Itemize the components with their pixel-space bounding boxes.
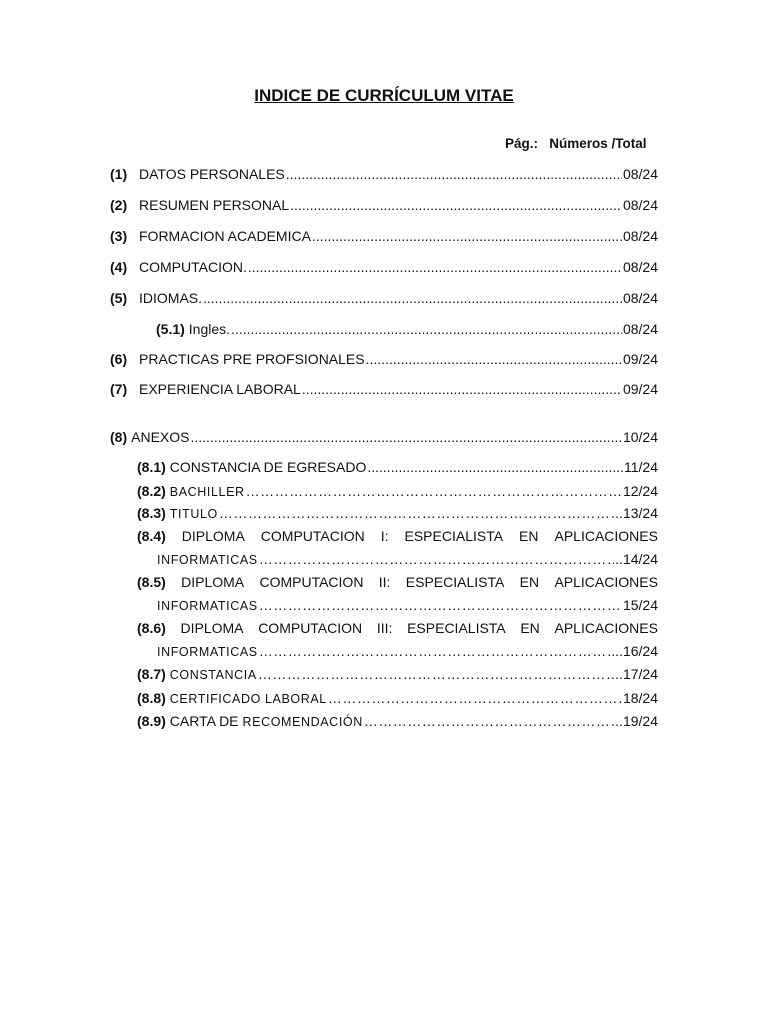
entry-number: (1)	[110, 166, 128, 182]
entry-label: Ingles.	[188, 321, 231, 337]
entry-page: 08/24	[622, 166, 658, 182]
leader-dots	[367, 458, 623, 476]
entry-number: (8.4)	[137, 528, 166, 544]
entry-number: (8.6)	[137, 620, 166, 636]
entry-word: I:	[380, 528, 389, 544]
leader-dots	[248, 258, 622, 276]
entry-word: EN	[520, 620, 540, 636]
page-title: INDICE DE CURRÍCULUM VITAE	[254, 86, 514, 105]
entry-number: (8)	[110, 429, 128, 445]
leader-dots	[190, 428, 621, 446]
entry-page: ..14/24	[615, 551, 658, 567]
entry-page: 08/24	[622, 259, 658, 275]
entry-label: EXPERIENCIA LABORAL	[139, 381, 301, 397]
entry-number: (8.7)	[137, 666, 166, 682]
entry-word: APLICACIONES	[554, 574, 658, 590]
entry-label: IDIOMAS.	[139, 290, 203, 306]
entry-page: 09/24	[622, 351, 658, 367]
entry-label: INFORMATICAS	[157, 599, 258, 613]
toc-entry-heading	[137, 619, 658, 637]
entry-number: (3)	[110, 228, 128, 244]
leader-dots	[259, 642, 611, 660]
toc-entry	[137, 504, 658, 523]
leader-dots	[286, 165, 622, 183]
toc-entry-heading	[137, 573, 658, 591]
toc-entry	[110, 258, 658, 276]
entry-page: ..17/24	[615, 666, 658, 682]
leader-dots	[364, 712, 614, 730]
entry-page: 11/24	[624, 459, 658, 475]
entry-label: DATOS PERSONALES	[139, 166, 285, 182]
entry-label: INFORMATICAS	[157, 645, 258, 659]
toc-entry-continuation	[157, 596, 658, 615]
leader-dots	[231, 320, 622, 338]
leader-dots	[203, 289, 622, 307]
entry-number: (8.8)	[137, 690, 166, 706]
entry-word: COMPUTACION	[259, 574, 364, 590]
page-label: Pág.:	[505, 136, 539, 151]
toc-entry-heading	[137, 527, 658, 545]
toc-entry	[137, 665, 658, 684]
toc-entry	[156, 320, 658, 338]
entry-label: CARTA DE	[169, 713, 239, 729]
entry-number: (8.5)	[137, 574, 166, 590]
entry-number: (5.1)	[156, 321, 185, 337]
toc-entry	[110, 350, 658, 368]
entry-word: DIPLOMA	[180, 620, 244, 636]
entry-word: III:	[376, 620, 393, 636]
entry-number: (2)	[110, 197, 128, 213]
page-header	[505, 136, 647, 151]
entry-number: (8.3)	[137, 505, 166, 521]
leader-dots	[290, 196, 622, 214]
entry-page: ..19/24	[615, 713, 658, 729]
entry-label: INFORMATICAS	[157, 553, 258, 567]
entry-label: FORMACION ACADEMICA	[139, 228, 311, 244]
entry-page: ..13/24	[615, 505, 658, 521]
entry-word: ESPECIALISTA	[407, 620, 506, 636]
toc-entry	[110, 165, 658, 183]
leader-dots	[259, 596, 622, 614]
toc-entry	[110, 380, 658, 398]
entry-label-continued: RECOMENDACIÓN	[242, 715, 363, 729]
toc-entry	[110, 289, 658, 307]
leader-dots	[219, 504, 614, 522]
entry-word: DIPLOMA	[181, 528, 245, 544]
toc-entry-continuation	[157, 550, 658, 569]
entry-number: (8.9)	[137, 713, 166, 729]
entry-label: CONSTANCIA DE EGRESADO	[169, 459, 367, 475]
entry-label: CERTIFICADO LABORAL	[169, 692, 327, 706]
entry-page: 08/24	[622, 197, 658, 213]
entry-word: APLICACIONES	[554, 528, 658, 544]
leader-dots	[302, 380, 622, 398]
leader-dots	[312, 227, 622, 245]
entry-page: 09/24	[622, 381, 658, 397]
leader-dots	[366, 350, 622, 368]
toc-entry	[110, 196, 658, 214]
toc-entry-continuation	[157, 642, 658, 661]
entry-number: (7)	[110, 381, 128, 397]
entry-page: 08/24	[622, 228, 658, 244]
entry-page: 18/24	[622, 690, 658, 706]
toc-entry	[110, 227, 658, 245]
leader-dots	[328, 689, 622, 707]
entry-word: EN	[519, 574, 540, 590]
entry-word: ESPECIALISTA	[404, 528, 504, 544]
entry-word: DIPLOMA	[181, 574, 245, 590]
entry-label: ANEXOS	[131, 429, 190, 445]
leader-dots	[259, 550, 614, 568]
entry-page: 10/24	[622, 429, 658, 445]
entry-word: COMPUTACION	[258, 620, 363, 636]
entry-word: EN	[519, 528, 539, 544]
entry-label: TITULO	[169, 507, 218, 521]
entry-page: 12/24	[622, 483, 658, 499]
entry-page: 15/24	[622, 597, 658, 613]
leader-dots	[246, 482, 622, 500]
entry-page: 08/24	[622, 290, 658, 306]
entry-label: COMPUTACION.	[139, 259, 247, 275]
entry-word: COMPUTACION	[260, 528, 365, 544]
entry-word: ESPECIALISTA	[405, 574, 505, 590]
entry-label: BACHILLER	[169, 485, 245, 499]
entry-page: 08/24	[622, 321, 658, 337]
toc-entry	[137, 712, 658, 731]
toc-entry	[137, 689, 658, 708]
entry-number: (5)	[110, 290, 128, 306]
entry-label: RESUMEN PERSONAL	[139, 197, 290, 213]
entry-number: (8.2)	[137, 483, 166, 499]
numbers-total-label: Números /Total	[549, 136, 647, 151]
entry-label: CONSTANCIA	[169, 668, 257, 682]
leader-dots	[258, 665, 614, 683]
toc-entry	[110, 428, 658, 446]
entry-page: ...16/24	[611, 643, 658, 659]
entry-number: (6)	[110, 351, 128, 367]
entry-number: (8.1)	[137, 459, 166, 475]
entry-label: PRACTICAS PRE PROFSIONALES	[139, 351, 365, 367]
toc-entry	[137, 482, 658, 501]
entry-word: APLICACIONES	[554, 620, 658, 636]
entry-number: (4)	[110, 259, 128, 275]
entry-word: II:	[378, 574, 391, 590]
toc-entry	[137, 458, 658, 476]
